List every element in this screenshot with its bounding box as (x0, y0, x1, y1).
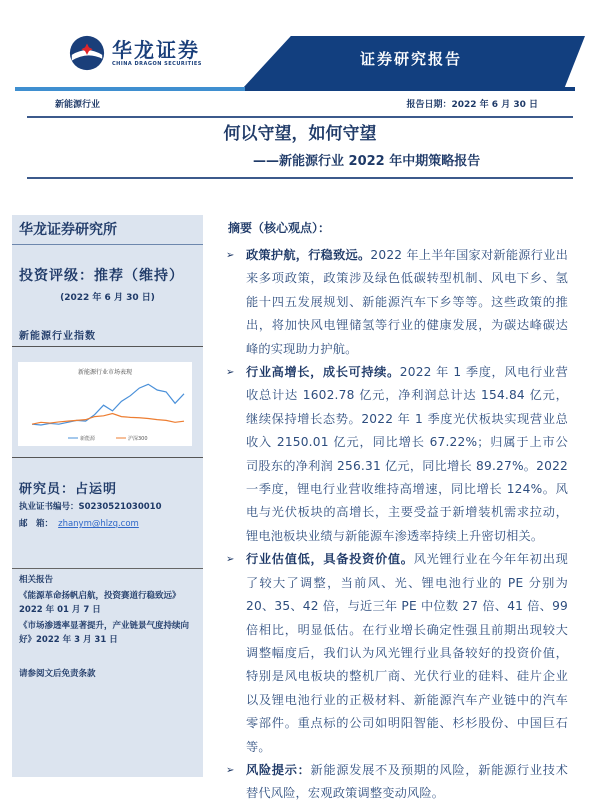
email-label: 邮 箱： (19, 519, 54, 529)
bullet-icon: ➢ (226, 250, 235, 261)
abstract-item (226, 759, 568, 806)
index-title: 新能源行业指数 (19, 331, 96, 342)
abstract-paragraph: 政策护航，行稳致远。2022 年上半年国家对新能源行业出来多项政策，政策涉及绿色低碳转型机制、风电下乡、氢能十四五发展规划、新能源汽车下乡等等。这些政策的推出，将加快风电锂储氢等行业的健康发展，为碳达峰碳达峰的实现助力护航。 (246, 248, 569, 356)
logo-icon (68, 34, 106, 72)
divider (27, 177, 573, 179)
email-link[interactable]: zhanym@hlzq.com (58, 519, 139, 529)
institute-name: 华龙证券研究所 (19, 222, 117, 238)
industry-label: 新能源行业 (55, 100, 101, 110)
investment-rating: 投资评级：推荐（维持） (19, 268, 184, 284)
abstract-paragraph: 行业高增长，成长可持续。2022 年 1 季度，风电行业营收总计达 1602.78 亿元，净利润总计达 154.84 亿元，继续保持增长态势。2022 年 1 季度光伏板块实现营业总收入 2150.01 亿元，同比增长 67.22%；归属于上市公司股东的净利润 256.31 亿元，同比增长 89.27%。2022 一季度，锂电行业营收维持高增速，同比增长 124%。风电与光伏板块的高增长，主要受益于新增装机需求拉动，锂电池板块业绩与新能源车渗透率持续上升密切相关。 (246, 365, 568, 543)
divider (12, 346, 203, 347)
disclaimer-note: 请参阅文后免责条款 (19, 669, 96, 679)
page-subtitle: ——新能源行业 2022 年中期策略报告 (253, 154, 481, 169)
abstract-item (226, 548, 568, 759)
series-line-新能源 (32, 384, 184, 425)
related-report-link[interactable]: 《能源革命扬帆启航，投资赛道行稳致远》2022 年 01 月 7 日 (19, 591, 181, 615)
chart-title: 新能源行业市场表现 (77, 369, 133, 376)
bullet-icon: ➢ (226, 764, 235, 776)
abstract-heading: 摘要（核心观点）： (228, 221, 331, 235)
legend-label: 沪深300 (128, 436, 148, 442)
analyst-name: 研究员：占运明 (19, 482, 118, 497)
abstract-item (226, 244, 568, 361)
legend-label: 新能源 (80, 436, 96, 442)
series-line-沪深300 (32, 414, 184, 425)
bullet-icon: ➢ (226, 367, 235, 379)
abstract-list (226, 244, 568, 806)
page-title: 何以守望，如何守望 (223, 124, 377, 144)
abstract-paragraph: 行业估值低，具备投资价值。风光锂行业在今年年初出现了较大了调整，当前风、光、锂电池行业的 PE 分别为 20、35、42 倍，与近三年 PE 中位数 27 倍、41 倍、99 倍相比，明显低估。在行业增长确定性强且前期出现较大调整幅度后，我们认为风光锂行业具备较好的投资价值，特别是风电板块的整机厂商、光伏行业的硅料、硅片企业以及锂电池行业的正极材料、新能源汽车产业链中的汽车零部件。重点标的公司如明阳智能、杉杉股份、中国巨石等。 (246, 552, 568, 754)
related-reports-title: 相关报告 (19, 575, 54, 585)
abstract-paragraph: 风险提示：新能源发展不及预期的风险，新能源行业技术替代风险，宏观政策调整变动风险。 (246, 762, 569, 801)
logo-subtext: CHINA DRAGON SECURITIES (112, 61, 202, 67)
certificate-number: 执业证书编号：S0230521030010 (19, 502, 162, 512)
divider (12, 568, 203, 569)
report-date: 报告日期：2022 年 6 月 30 日 (406, 100, 538, 110)
divider (15, 87, 250, 91)
abstract-item (226, 361, 568, 548)
divider (12, 457, 203, 458)
divider (245, 87, 575, 91)
logo-text: 华龙证券 (112, 38, 200, 62)
report-type: 证券研究报告 (360, 50, 463, 68)
rating-date: (2022 年 6 月 30 日) (60, 293, 155, 303)
divider (27, 116, 573, 118)
index-chart (18, 362, 192, 446)
related-report-link[interactable]: 《市场渗透率显著提升，产业链景气度持续向好》2022 年 3 月 31 日 (19, 621, 190, 645)
related-reports (19, 573, 199, 681)
bullet-icon: ➢ (226, 554, 235, 566)
contact-info (19, 500, 201, 531)
divider (12, 244, 203, 245)
